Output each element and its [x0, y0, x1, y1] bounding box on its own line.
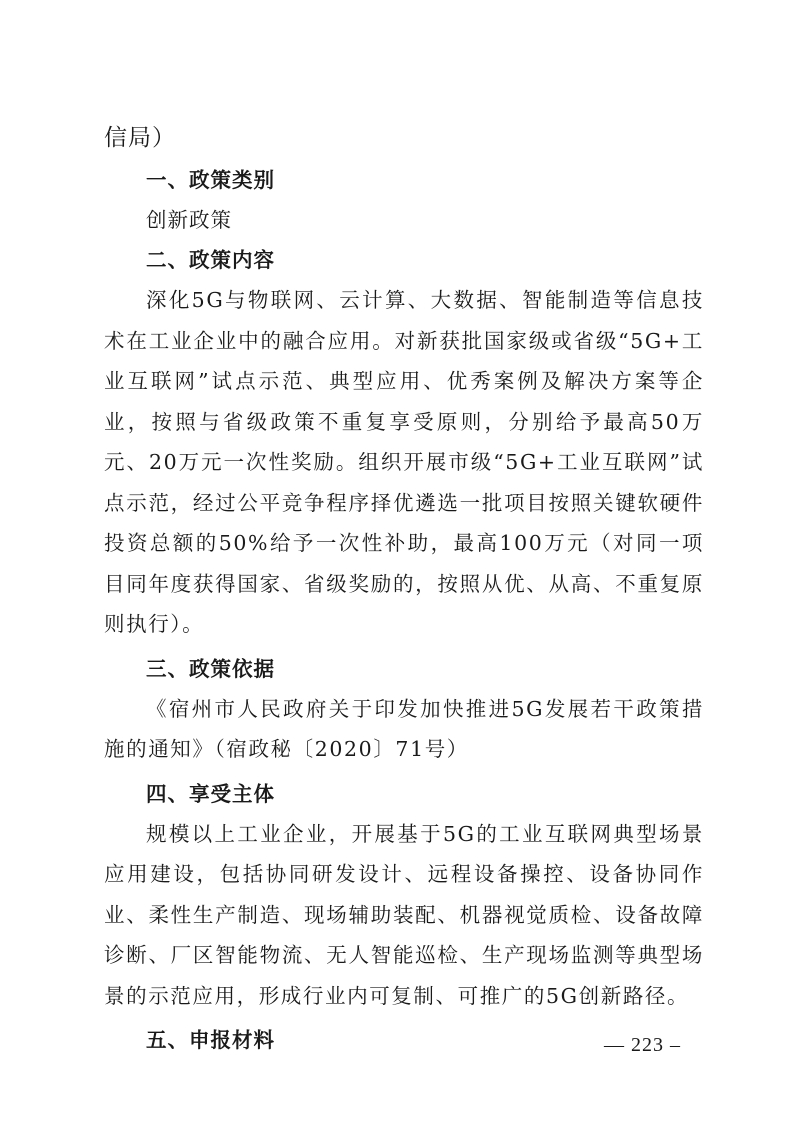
section-paragraph-basis: 《宿州市人民政府关于印发加快推进5G发展若干政策措施的通知》（宿政秘〔2020〕71号）	[104, 696, 704, 761]
section-paragraph-subject: 规模以上工业企业，开展基于5G的工业互联网典型场景应用建设，包括协同研发设计、远程设备操控、设备协同作业、柔性生产制造、现场辅助装配、机器视觉质检、设备故障诊断、厂区智能物流、无人智能巡检、生产现场监测等典型场景的示范应用，形成行业内可复制、可推广的5G创新路径。	[104, 821, 704, 1008]
section-heading-basis: 三、政策依据	[146, 656, 275, 681]
section-heading-subject: 四、享受主体	[146, 781, 275, 806]
document-page	[104, 118, 704, 1060]
section-heading-content: 二、政策内容	[146, 248, 275, 272]
page-number: — 223 –	[604, 1034, 681, 1056]
section-paragraph-content: 深化5G与物联网、云计算、大数据、智能制造等信息技术在工业企业中的融合应用。对新获批国家级或省级“5G+工业互联网”试点示范、典型应用、优秀案例及解决方案等企业，按照与省级政策不重复享受原则，分别给予最高50万元、20万元一次性奖励。组织开展市级“5G+工业互联网”试点示范，经过公平竞争程序择优遴选一批项目按照关键软硬件投资总额的50%给予一次性补助，最高100万元（对同一项目同年度获得国家、省级奖励的，按照从优、从高、不重复原则执行）。	[104, 288, 704, 636]
section-heading-category: 一、政策类别	[146, 168, 275, 192]
continuation-text: 信局）	[104, 125, 176, 151]
section-paragraph-category: 创新政策	[146, 208, 232, 232]
section-heading-materials: 五、申报材料	[146, 1028, 275, 1052]
